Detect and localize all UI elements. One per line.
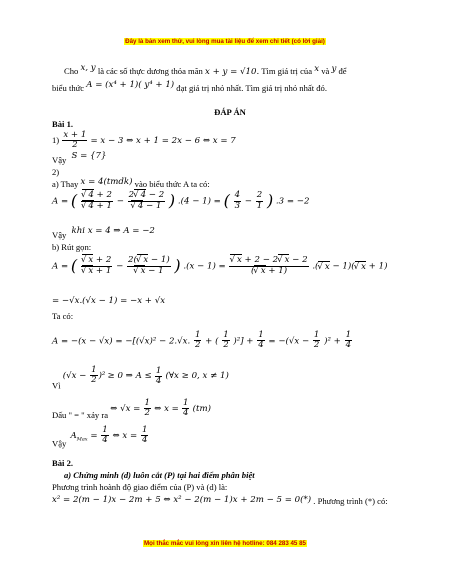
- bai2-heading: Bài 2.: [52, 458, 74, 468]
- hotline-banner: Mọi thắc mắc vui lòng xin liên hệ hotline: 084 283 45 85: [144, 540, 306, 547]
- answer-title: ĐÁP ÁN: [214, 107, 246, 117]
- bai2-eq-line: x² = 2(m − 1)x − 2m + 5 ⇔ x² − 2(m − 1)x + 2m − 5 = 0(*) . Phương trình (*) có:: [52, 495, 388, 506]
- bai1-part1: 1) $\frac{x + 1}{2}$ = x − 3 ⇔ x + 1 = 2x − 6 ⇔ x = 7: [52, 130, 236, 151]
- fraction: $\frac{x + 1}{2}$: [63, 130, 87, 151]
- bai2-a-heading: a) Chứng minh (d) luôn cắt (P) tại hai điểm phân biệt: [64, 470, 255, 480]
- bai1-vay2: Vậy khi x = 4 ⇒ A = −2: [52, 226, 155, 240]
- bai1-part2-label: 2): [52, 167, 60, 177]
- bai1-vi: Vì (√x − $\frac{1}{2}$ )² ≥ 0 ⇒ A ≤ $\frac{1}{4}$ (∀x ≥ 0, x ≠ 1): [52, 365, 229, 391]
- bai2-pt-line: Phương trình hoành độ giao điểm của (P) và (d) là:: [52, 482, 228, 492]
- preview-banner: Đây là bản xem thử, vui lòng mua tài liệu để xem chi tiết (có lời giải): [125, 38, 325, 45]
- bai1-vay3: Vậy $A_{Max}$ = $\frac{1}{4}$ ⇔ x = $\frac{1}{4}$: [52, 425, 148, 449]
- bai1-a-calc: A = ( √ 4 + 2 √ 4 + 1 − 2√ 4 − 2 √ 4 − 1 ) .(4 − 1) = ( $\frac{4}{3}$ − $\frac{2}{1}$ ) .3 = −2: [52, 191, 309, 211]
- bai1-dau: Dấu " = " xảy ra ⇔ √x = $\frac{1}{2}$ ⇔ x = $\frac{1}{4}$ (tm): [52, 398, 211, 420]
- bai1-b-label: b) Rút gọn:: [52, 242, 92, 252]
- bai1-completion: A = −(x − √x) = −[(√x)² − 2.√x. $\frac{1}{2}$ + ( $\frac{1}{2}$ )²] + $\frac{1}{4}$ = −(√x − $\frac{1}{2}$ )² + $\frac{1}{4}$: [52, 330, 352, 351]
- bai1-heading: Bài 1.: [52, 119, 74, 129]
- bai1-taco: Ta có:: [52, 311, 74, 321]
- problem-line-1: Cho x, y là các số thực dương thỏa mãn x + y = √10. Tìm giá trị của x và y để: [64, 63, 347, 77]
- bai1-vay1: Vậy S = {7}: [52, 151, 107, 165]
- problem-line-2: biểu thức A = (x⁴ + 1)( y⁴ + 1) đạt giá trị nhỏ nhất. Tìm giá trị nhỏ nhất đó.: [52, 80, 327, 93]
- bai1-b-calc: A = ( √ x + 2 √ x + 1 − 2(√ x − 1) √ x − 1 ) .(x − 1) = √ $\frac{x + 2 - 2√ x - 2}{(√ x + 1)}$ .(√ x − 1)(√ x + 1): [52, 256, 387, 276]
- bai1-b-line2: = −√x.(√x − 1) = −x + √x: [52, 296, 166, 306]
- bai1-a-line: a) Thay x = 4(tmdk) vào biểu thức A ta có:: [52, 177, 210, 189]
